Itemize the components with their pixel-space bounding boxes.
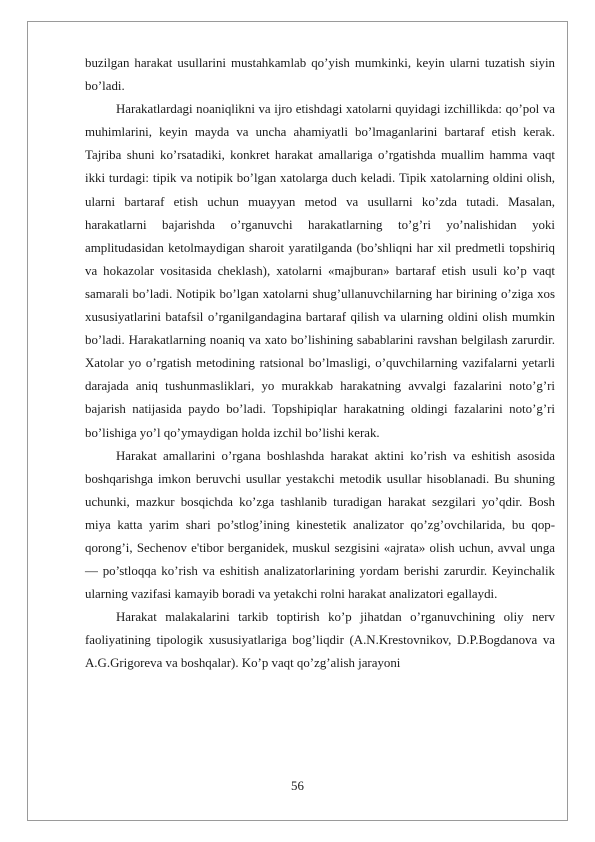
paragraph-errors: Harakatlardagi noaniqlikni va ijro etishdagi xatolarni quyidagi izchillikda: qo’pol va muhimlarini, keyin mayda va uncha ahamiyatli bo’lmaganlarini bartaraf etish kerak. Tajriba shuni ko’rsatadiki, konkret harakat amallariga o’rgatishda muallim hamma vaqt ikki turdagi: tipik va notipik bo’lgan xatolarga duch keladi. Tipik xatolarning oldini olish, ularni bartaraf etish uchun muayyan metod va usullarni ko’zda tutadi. Masalan, harakatlarni bajarishda o’rganuvchi harakatlarning to’g’ri yo’nalishidan yoki amplitudasidan ketolmaydigan sharoit yaratilganda (bo’shliqni har xil predmetli topshiriq va hokazolar vositasida cheklash), xatolarni «majburan» bartaraf etish usuli ko’p vaqt samarali bo’ladi. Notipik bo’lgan xatolarni shug’ullanuvchilarning har birining o’ziga xos xususiyatlarini batafsil o’rganilgandagina bartaraf qilish va ularning oldini olish mumkin bo’ladi. Harakatlarning noaniq va xato bo’lishining sabablarini ravshan belgilash zarurdir. Xatolar yo o’rgatish metodining ratsional bo’lmasligi, o’quvchilarning vazifalarni yetarli darajada aniq tushunmasliklari, yo murakkab harakatning avvalgi fazalarini noto’g’ri bajarish natijasida paydo bo’ladi. Topshipiqlar harakatning oldingi fazalarini noto’g’ri bo’lishiga yo’l qo’ymaydigan holda izchil bo’lishi kerak.	[85, 102, 555, 440]
paragraph-nervous-system: Harakat malakalarini tarkib toptirish ko’p jihatdan o’rganuvchining oliy nerv faoliyatining tipologik xususiyatlariga bog’liqdir (A.N.Krestovnikov, D.P.Bogdanova va A.G.Grigoreva va boshqalar). Ko’p vaqt qo’zg’alish jarayoni	[85, 610, 555, 671]
page-number: 56	[291, 779, 304, 793]
paragraph-continuation: buzilgan harakat usullarini mustahkamlab qo’yish mumkinki, keyin ularni tuzatish siyin bo’ladi.	[85, 56, 555, 94]
paragraph-methods: Harakat amallarini o’rgana boshlashda harakat aktini ko’rish va eshitish asosida boshqarishga imkon beruvchi usullar yestakchi metodik usullar hisoblanadi. Bu shuning uchunki, mazkur bosqichda ko’zga tashlanib turadigan harakat sezgilari yo’qdir. Bosh miya katta yarim shari po’stlog’ining kinestetik analizator qo’zg’ovchilarida, bu qop-qorong’i, Sechenov e'tibor berganidek, muskul sezgisini «ajrata» olish uchun, avval unga — po’stloqqa ko’rish va eshitish analizatorlarining yordam berishi zarurdir. Keyinchalik ularning vazifasi kamayib boradi va yetakchi rolni harakat analizatori egallaydi.	[85, 448, 555, 602]
document-body	[85, 52, 555, 676]
